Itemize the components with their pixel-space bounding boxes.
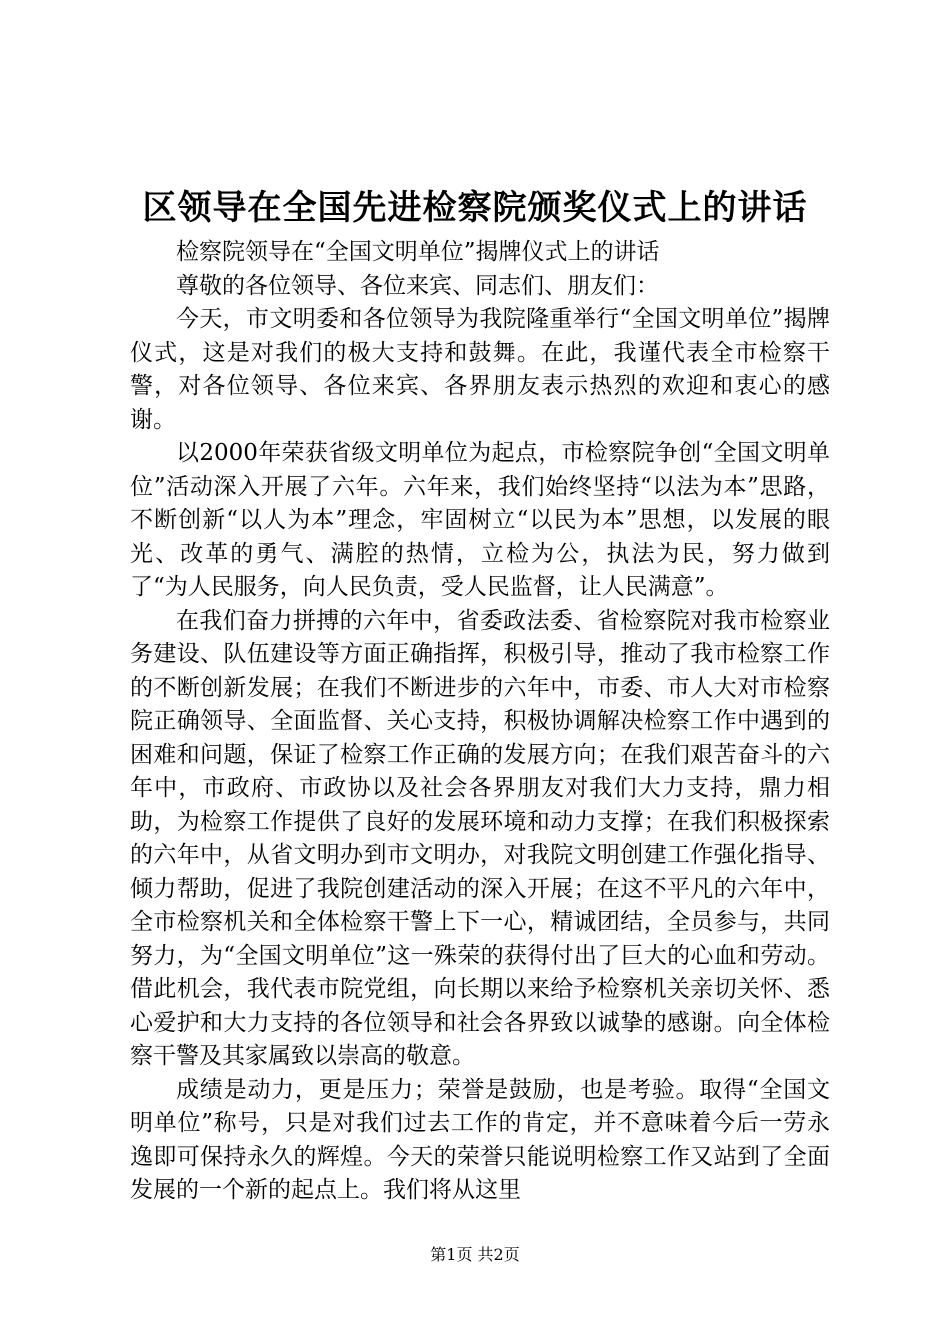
- paragraph: 成绩是动力，更是压力；荣誉是鼓励，也是考验。取得“全国文明单位”称号，只是对我们过去工作的肯定，并不意味着今后一劳永逸即可保持永久的辉煌。今天的荣誉只能说明检察工作又站到了全面发展的一个新的起点上。我们将从这里: [130, 1076, 830, 1203]
- page-number-footer: 第1页 共2页: [430, 1245, 520, 1264]
- paragraph: 在我们奋力拼搏的六年中，省委政法委、省检察院对我市检察业务建设、队伍建设等方面正确指挥，积极引导，推动了我市检察工作的不断创新发展；在我们不断进步的六年中，市委、市人大对市检察院正确领导、全面监督、关心支持，积极协调解决检察工作中遇到的困难和问题，保证了检察工作正确的发展方向；在我们艰苦奋斗的六年中，市政府、市政协以及社会各界朋友对我们大力支持，鼎力相助，为检察工作提供了良好的发展环境和动力支撑；在我们积极探索的六年中，从省文明办到市文明办，对我院文明创建工作强化指导、倾力帮助，促进了我院创建活动的深入开展；在这不平凡的六年中，全市检察机关和全体检察干警上下一心，精诚团结，全员参与，共同努力，为“全国文明单位”这一殊荣的获得付出了巨大的心血和劳动。借此机会，我代表市院党组，向长期以来给予检察机关亲切关怀、悉心爱护和大力支持的各位领导和社会各界致以诚挚的感谢。向全体检察干警及其家属致以崇高的敬意。: [130, 607, 830, 1069]
- paragraph-salutation: 尊敬的各位领导、各位来宾、同志们、朋友们：: [176, 272, 659, 299]
- paragraph: 以2000年荣获省级文明单位为起点，市检察院争创“全国文明单位”活动深入开展了六年。六年来，我们始终坚持“以法为本”思路，不断创新“以人为本”理念，牢固树立“以民为本”思想，以发展的眼光、改革的勇气、满腔的热情，立检为公，执法为民，努力做到了“为人民服务，向人民负责，受人民监督，让人民满意”。: [130, 440, 830, 600]
- document-body: [130, 236, 830, 1208]
- paragraph-subtitle: 检察院领导在“全国文明单位”揭牌仪式上的讲话: [176, 239, 660, 265]
- document-title: 区领导在全国先进检察院颁奖仪式上的讲话: [142, 188, 808, 228]
- paragraph: 今天，市文明委和各位领导为我院隆重举行“全国文明单位”揭牌仪式，这是对我们的极大支持和鼓舞。在此，我谨代表全市检察干警，对各位领导、各位来宾、各界朋友表示热烈的欢迎和衷心的感谢。: [130, 306, 830, 433]
